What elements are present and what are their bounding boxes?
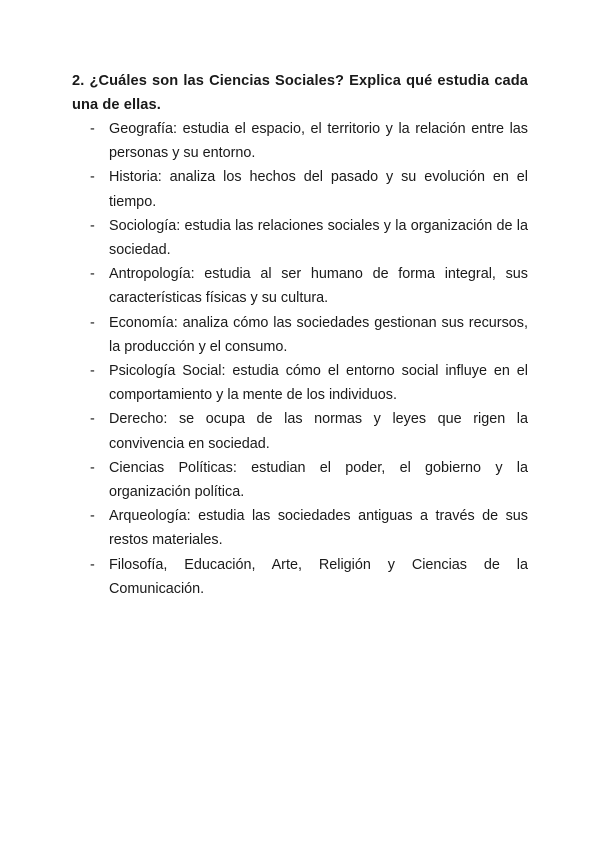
list-item <box>72 262 528 310</box>
document-page <box>72 69 528 601</box>
list-item-text: Arqueología: estudia las sociedades antiguas a través de sus restos materiales. <box>109 508 528 549</box>
list-item <box>72 214 528 262</box>
list-item-text: Psicología Social: estudia cómo el entorno social influye en el comportamiento y la mente de los individuos. <box>109 363 528 404</box>
list-item <box>72 311 528 359</box>
list-item-text: Derecho: se ocupa de las normas y leyes que rigen la convivencia en sociedad. <box>109 411 528 452</box>
bullet-dash: - <box>90 266 95 283</box>
bullet-dash: - <box>90 314 95 331</box>
bullet-dash: - <box>90 459 95 476</box>
list-item-text: Filosofía, Educación, Arte, Religión y Ciencias de la Comunicación. <box>109 556 528 597</box>
list-item-text: Economía: analiza cómo las sociedades gestionan sus recursos, la producción y el consumo. <box>109 314 528 355</box>
list-item <box>72 165 528 213</box>
list-item-text: Geografía: estudia el espacio, el territorio y la relación entre las personas y su entorno. <box>109 121 528 162</box>
list-item <box>72 456 528 504</box>
list-item-text: Antropología: estudia al ser humano de forma integral, sus características físicas y su cultura. <box>109 266 528 307</box>
bullet-dash: - <box>90 411 95 428</box>
bullet-dash: - <box>90 363 95 380</box>
list-item <box>72 359 528 407</box>
bullet-dash: - <box>90 169 95 186</box>
list-item <box>72 117 528 165</box>
bullet-dash: - <box>90 556 95 573</box>
list-item <box>72 553 528 601</box>
list-item <box>72 407 528 455</box>
list-item-text: Ciencias Políticas: estudian el poder, el gobierno y la organización política. <box>109 459 528 501</box>
list-item <box>72 504 528 552</box>
bullet-dash: - <box>90 121 95 137</box>
list-item-text: Sociología: estudia las relaciones sociales y la organización de la sociedad. <box>109 217 528 259</box>
answer-list <box>72 117 528 601</box>
bullet-dash: - <box>90 217 95 234</box>
list-item-text: Historia: analiza los hechos del pasado y su evolución en el tiempo. <box>109 169 528 210</box>
bullet-dash: - <box>90 508 95 525</box>
question-heading: 2. ¿Cuáles son las Ciencias Sociales? Explica qué estudia cada una de ellas. <box>72 73 528 113</box>
